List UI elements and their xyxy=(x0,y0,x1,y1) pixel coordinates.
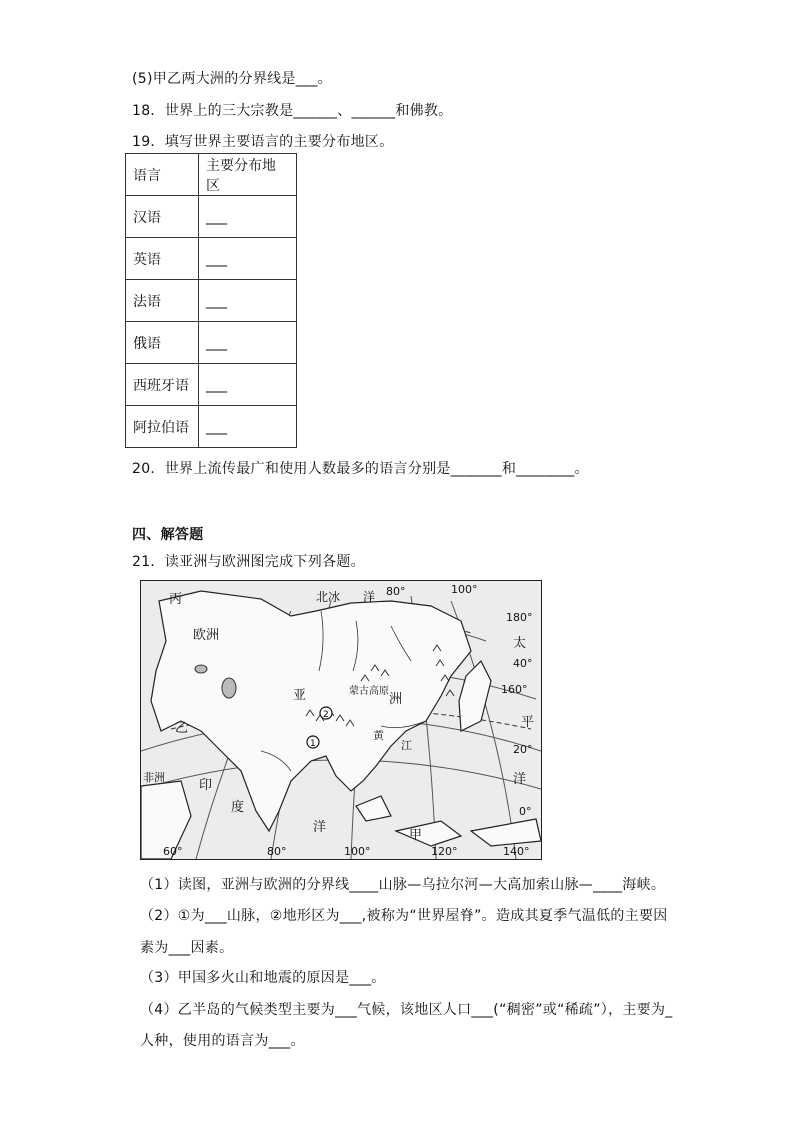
label-jiang: 江 xyxy=(401,739,412,752)
caspian-sea xyxy=(222,678,236,698)
question-21-4b: 人种，使用的语言为___。 xyxy=(140,1033,305,1049)
question-5: (5)甲乙两大洲的分界线是___。 xyxy=(132,71,332,87)
question-21-3: （3）甲国多火山和地震的原因是___。 xyxy=(140,970,386,986)
island-landmass xyxy=(471,819,541,846)
question-19: 19．填写世界主要语言的主要分布地区。 xyxy=(132,134,394,150)
lake xyxy=(195,665,207,673)
question-21-1: （1）读图，亚洲与欧洲的分界线____山脉—乌拉尔河—大高加索山脉—____海峡。 xyxy=(140,877,666,893)
label-pacific-tai: 太 xyxy=(513,636,527,651)
question-20: 20．世界上流传最广和使用人数最多的语言分别是_______和________。 xyxy=(132,461,589,477)
lat-label: 20° xyxy=(513,743,533,756)
label-asia-zhou: 洲 xyxy=(389,692,403,707)
label-bing: 丙 xyxy=(169,592,183,607)
label-india-ocean: 洋 xyxy=(313,820,327,835)
table-row xyxy=(126,406,297,448)
table-cell-language: 汉语 xyxy=(126,196,199,238)
table-cell-region: ___ xyxy=(199,196,297,238)
table-row xyxy=(126,196,297,238)
lat-label: 180° xyxy=(506,611,533,624)
label-india-yin: 印 xyxy=(199,778,213,793)
question-21-2a: （2）①为___山脉，②地形区为___,被称为“世界屋脊”。造成其夏季气温低的主要因 xyxy=(140,908,668,924)
table-cell-language: 阿拉伯语 xyxy=(126,406,199,448)
lat-label: 40° xyxy=(513,657,533,670)
table-header-cell: 主要分布地区 xyxy=(199,154,297,196)
table-cell-language: 俄语 xyxy=(126,322,199,364)
label-asia-ya: 亚 xyxy=(293,688,307,703)
label-arctic: 北冰 xyxy=(316,590,341,604)
question-21-4a: （4）乙半岛的气候类型主要为___气候，该地区人口___(“稠密”或“稀疏”），主要为_ xyxy=(140,1002,673,1018)
table-row xyxy=(126,364,297,406)
lon-label: 100° xyxy=(344,845,371,858)
label-pacific-ocean: 洋 xyxy=(513,772,527,787)
table-header-row xyxy=(126,154,297,196)
marker-2-label: 2 xyxy=(323,710,329,720)
table-cell-region: ___ xyxy=(199,322,297,364)
question-21: 21．读亚洲与欧洲图完成下列各题。 xyxy=(132,554,365,570)
table-row xyxy=(126,238,297,280)
asia-europe-map xyxy=(140,580,542,860)
question-18: 18．世界上的三大宗教是______、______和佛教。 xyxy=(132,103,453,119)
table-cell-region: ___ xyxy=(199,238,297,280)
label-mongolia-plateau: 蒙古高原 xyxy=(349,686,389,697)
label-africa: 非洲 xyxy=(143,771,165,784)
lon-label: 120° xyxy=(431,845,458,858)
island-landmass xyxy=(356,796,391,821)
lat-label: 160° xyxy=(501,683,528,696)
label-pacific-ping: 平 xyxy=(521,715,535,730)
section-heading: 四、解答题 xyxy=(132,527,204,543)
lon-label: 140° xyxy=(503,845,530,858)
table-cell-language: 西班牙语 xyxy=(126,364,199,406)
label-arctic-ocean: 洋 xyxy=(363,590,376,604)
table-cell-region: ___ xyxy=(199,364,297,406)
island-landmass xyxy=(396,821,461,846)
label-huang: 黄 xyxy=(373,729,384,742)
table-cell-language: 法语 xyxy=(126,280,199,322)
language-table xyxy=(125,153,297,448)
label-jia: 甲 xyxy=(409,828,423,843)
lat-label: 0° xyxy=(519,805,532,818)
label-yi: 乙 xyxy=(175,721,189,736)
label-india-du: 度 xyxy=(231,800,245,815)
top-lon-label: 100° xyxy=(451,583,478,596)
table-header-cell: 语言 xyxy=(126,154,199,196)
question-21-2b: 素为___因素。 xyxy=(140,940,234,956)
label-europe: 欧洲 xyxy=(193,628,220,643)
marker-1-label: 1 xyxy=(310,739,316,749)
table-cell-region: ___ xyxy=(199,406,297,448)
japan-landmass xyxy=(459,661,491,731)
table-row xyxy=(126,322,297,364)
lon-label: 60° xyxy=(163,845,183,858)
lon-label: 80° xyxy=(267,845,287,858)
top-lon-label: 80° xyxy=(386,585,406,598)
table-cell-language: 英语 xyxy=(126,238,199,280)
table-row xyxy=(126,280,297,322)
table-cell-region: ___ xyxy=(199,280,297,322)
